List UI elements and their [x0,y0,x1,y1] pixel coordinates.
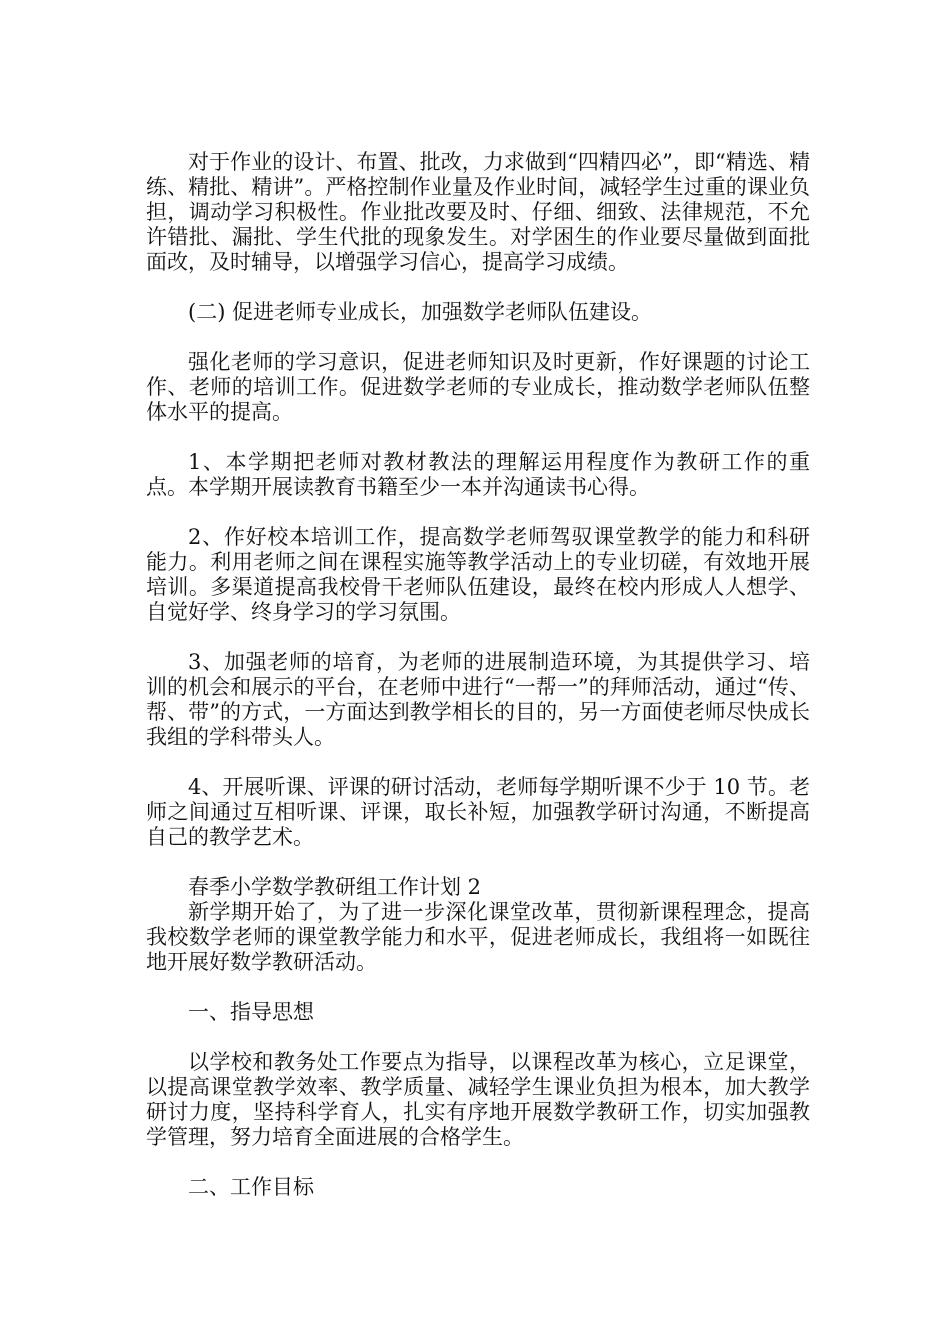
paragraph-spacer [146,975,810,1000]
paragraph-new-semester: 新学期开始了，为了进一步深化课堂改革，贯彻新课程理念，提高我校数学老师的课堂教学能力和水平，促进老师成长，我组将一如既往地开展好数学教研活动。 [146,900,810,974]
paragraph-spacer [146,625,810,650]
paragraph-homework: 对于作业的设计、布置、批改，力求做到“四精四必”，即“精选、精练、精批、精讲”。严格控制作业量及作业时间，减轻学生过重的课业负担，调动学习积极性。作业批改要及时、仔细、细致、法律规范，不允许错批、漏批、学生代批的现象发生。对学困生的作业要尽量做到面批面改，及时辅导，以增强学习信心，提高学习成绩。 [146,150,810,274]
section-heading-guiding-thought: 一、指导思想 [188,1000,314,1024]
paragraph-guiding-thought: 以学校和教务处工作要点为指导，以课程改革为核心，立足课堂，以提高课堂教学效率、教学质量、减轻学生课业负担为根本，加大教学研讨力度，坚持科学育人，扎实有序地开展数学教研工作，切实加强教学管理，努力培育全面进展的合格学生。 [146,1050,810,1149]
paragraph-spacer [146,1150,810,1175]
document-body [146,150,810,1200]
list-item-1: 1、本学期把老师对教材教法的理解运用程度作为教研工作的重点。本学期开展读教育书籍至少一本并沟通读书心得。 [146,450,810,499]
section-heading-work-goals: 二、工作目标 [188,1175,314,1199]
list-item-2: 2、作好校本培训工作，提高数学老师驾驭课堂教学的能力和科研能力。利用老师之间在课程实施等教学活动上的专业切磋，有效地开展培训。多渠道提高我校骨干老师队伍建设，最终在校内形成人人想学、自觉好学、终身学习的学习氛围。 [146,525,810,624]
paragraph-spacer [146,275,810,300]
paragraph-spacer [146,425,810,450]
paragraph-learning-awareness: 强化老师的学习意识，促进老师知识及时更新，作好课题的讨论工作、老师的培训工作。促进数学老师的专业成长，推动数学老师队伍整体水平的提高。 [146,350,810,424]
section-heading-teacher-growth: (二) 促进老师专业成长，加强数学老师队伍建设。 [188,300,653,324]
paragraph-spacer [146,500,810,525]
paragraph-spacer [146,750,810,775]
paragraph-spacer [146,325,810,350]
list-item-4: 4、开展听课、评课的研讨活动，老师每学期听课不少于 10 节。老师之间通过互相听课、评课，取长补短，加强教学研讨沟通，不断提高自己的教学艺术。 [146,775,810,849]
plan-title-2: 春季小学数学教研组工作计划 2 [188,875,482,899]
paragraph-spacer [146,850,810,875]
list-item-3: 3、加强老师的培育，为老师的进展制造环境，为其提供学习、培训的机会和展示的平台，在老师中进行“一帮一”的拜师活动，通过“传、帮、带”的方式，一方面达到教学相长的目的，另一方面使老师尽快成长我组的学科带头人。 [146,650,810,749]
paragraph-spacer [146,1025,810,1050]
